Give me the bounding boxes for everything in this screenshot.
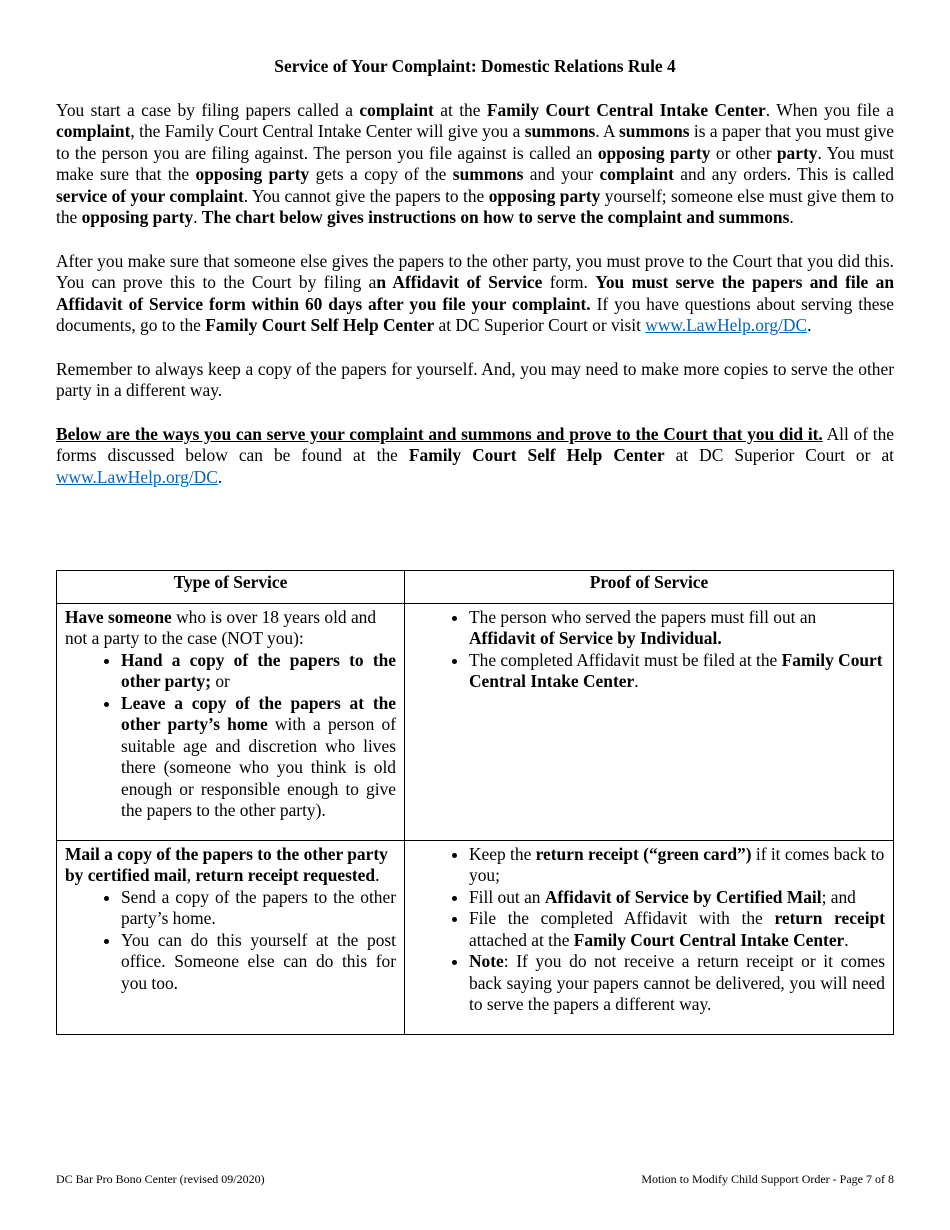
text: Remember to always keep a copy of the papers for yourself. And, you may need to make more copies to serve the other party in a different way. (56, 358, 894, 400)
bold-term: return receipt (“green card”) (535, 843, 752, 864)
text: is a paper that you must give to the person you are filing against. The person you file against is called an (56, 121, 894, 163)
text: or (211, 671, 230, 691)
text: . When you file a (765, 99, 895, 120)
table-header-row (57, 571, 894, 604)
footer-left: DC Bar Pro Bono Center (revised 09/2020) (56, 1172, 265, 1186)
text: . (193, 207, 202, 227)
list-item (469, 887, 885, 909)
bold-term: opposing party (597, 142, 711, 163)
bullet-list (65, 650, 396, 822)
ways-paragraph (56, 424, 894, 489)
text: yourself; someone else must give them to the (56, 185, 894, 227)
text: ; and (821, 886, 856, 907)
text: Keep the (469, 843, 536, 864)
list-item: • You can do this yourself at the post office. Someone else can do this for you too. (121, 930, 396, 995)
proof-of-service-cell (405, 840, 894, 1034)
list-item (469, 607, 885, 650)
copies-paragraph (56, 359, 894, 402)
cell-intro (65, 844, 396, 887)
bold-term: summons (619, 121, 690, 141)
text: File the completed Affidavit with the (469, 908, 775, 928)
intro-paragraph (56, 100, 894, 229)
text: . A (595, 121, 619, 141)
bullet-list (65, 887, 396, 995)
bullet-list (413, 844, 885, 1016)
bold-term: opposing party (81, 207, 194, 227)
bold-term: Hand a copy of the papers to the other party; (121, 649, 396, 691)
text: You start a case by filing papers called a (56, 99, 360, 120)
bullet-list (413, 607, 885, 693)
text: at DC Superior Court or visit (434, 315, 646, 335)
text: . (844, 929, 849, 950)
bold-term: You must serve the papers and file an Affidavit of Service form within 60 days after you file your complaint. (56, 272, 894, 314)
bold-term: Mail a copy of the papers to the other party by certified mail (65, 843, 388, 885)
bold-term: Family Court Central Intake Center (486, 99, 766, 120)
bold-term: summons (524, 121, 596, 141)
text: The person who served the papers must fill out an (469, 606, 817, 627)
footer-right: Motion to Modify Child Support Order - Page 7 of 8 (641, 1172, 894, 1186)
text: If you have questions about serving these documents, go to the (56, 293, 894, 335)
lawhelp-link[interactable]: www.LawHelp.org/DC (56, 466, 218, 487)
text: . (789, 207, 794, 227)
bold-term: complaint (56, 121, 131, 141)
text: gets a copy of the (309, 164, 453, 184)
bold-term: service of your complaint (56, 185, 244, 206)
text: : If you do not receive a return receipt or it comes back saying your papers cannot be delivered, you will need to serve the papers a different way. (469, 951, 885, 1014)
bold-term: n Affidavit of Service (376, 272, 543, 292)
type-of-service-cell (57, 603, 405, 840)
affidavit-paragraph (56, 251, 894, 337)
document-page (56, 56, 894, 510)
text: attached at the (469, 929, 574, 950)
list-item (469, 650, 885, 693)
bold-term: Affidavit of Service by Individual. (469, 628, 722, 648)
list-item (121, 693, 396, 822)
text: with a person of suitable age and discretion who lives there (someone who you think is old enough or responsible enough to give the papers to the other party). (121, 714, 396, 820)
bold-term: complaint (359, 99, 434, 120)
text: . (375, 865, 380, 885)
bold-term: return receipt requested (195, 865, 376, 885)
text: who is over 18 years old and not a party to the case (NOT you): (65, 606, 377, 648)
table-row (57, 603, 894, 840)
bold-term: Family Court Central Intake Center (573, 929, 845, 950)
text: . You cannot give the papers to the (243, 185, 489, 206)
text: The completed Affidavit must be filed at the (469, 649, 782, 670)
service-table (56, 570, 894, 1035)
text: , (186, 865, 196, 885)
bold-term: Note (469, 951, 504, 971)
text: if it comes back to you; (469, 843, 885, 885)
text: at DC Superior Court or at (664, 445, 894, 465)
underlined-heading: Below are the ways you can serve your complaint and summons and prove to the Court that you did it. (56, 423, 823, 444)
proof-of-service-cell (405, 603, 894, 840)
text: , the Family Court Central Intake Center will give you a (130, 121, 525, 141)
list-item (469, 908, 885, 951)
text: Fill out an (469, 886, 545, 907)
column-header-type: Type of Service (57, 571, 405, 604)
bold-term: opposing party (488, 185, 601, 206)
text: All of the forms discussed below can be found at the (56, 423, 894, 465)
text: After you make sure that someone else gives the papers to the other party, you must prove to the Court that you did this. You can prove this to the Court by filing a (56, 250, 894, 292)
list-item (469, 951, 885, 1016)
bold-term: The chart below gives instructions on how to serve the complaint and summons (201, 207, 790, 227)
bold-term: Family Court Central Intake Center (469, 649, 883, 691)
column-header-proof: Proof of Service (405, 571, 894, 604)
text: . You must make sure that the (56, 142, 894, 184)
list-item (121, 650, 396, 693)
text: or other (710, 142, 777, 163)
lawhelp-link[interactable]: www.LawHelp.org/DC (645, 315, 808, 335)
text: and your (523, 164, 600, 184)
cell-intro (65, 607, 396, 650)
page-title: Service of Your Complaint: Domestic Relations Rule 4 (274, 56, 676, 76)
list-item (469, 844, 885, 887)
text: form. (542, 272, 596, 292)
bold-term: Leave a copy of the papers at the other party’s home (121, 692, 396, 734)
table-row (57, 840, 894, 1034)
bold-term: Family Court Self Help Center (408, 445, 665, 465)
list-item: • Send a copy of the papers to the other party’s home. (121, 887, 396, 930)
bold-term: Affidavit of Service by Certified Mail (544, 886, 822, 907)
bold-term: return receipt (774, 908, 885, 928)
text: . (217, 466, 223, 487)
bold-term: opposing party (195, 164, 310, 184)
text: and any orders. This is called (673, 164, 894, 184)
bold-term: complaint (599, 164, 674, 184)
bold-term: Family Court Self Help Center (205, 315, 435, 335)
text: . (807, 315, 812, 335)
bold-term: party (776, 142, 818, 163)
bold-term: summons (452, 164, 524, 184)
text: at the (433, 99, 487, 120)
type-of-service-cell (57, 840, 405, 1034)
bold-term: Have someone (65, 606, 172, 627)
text: . (634, 671, 639, 691)
